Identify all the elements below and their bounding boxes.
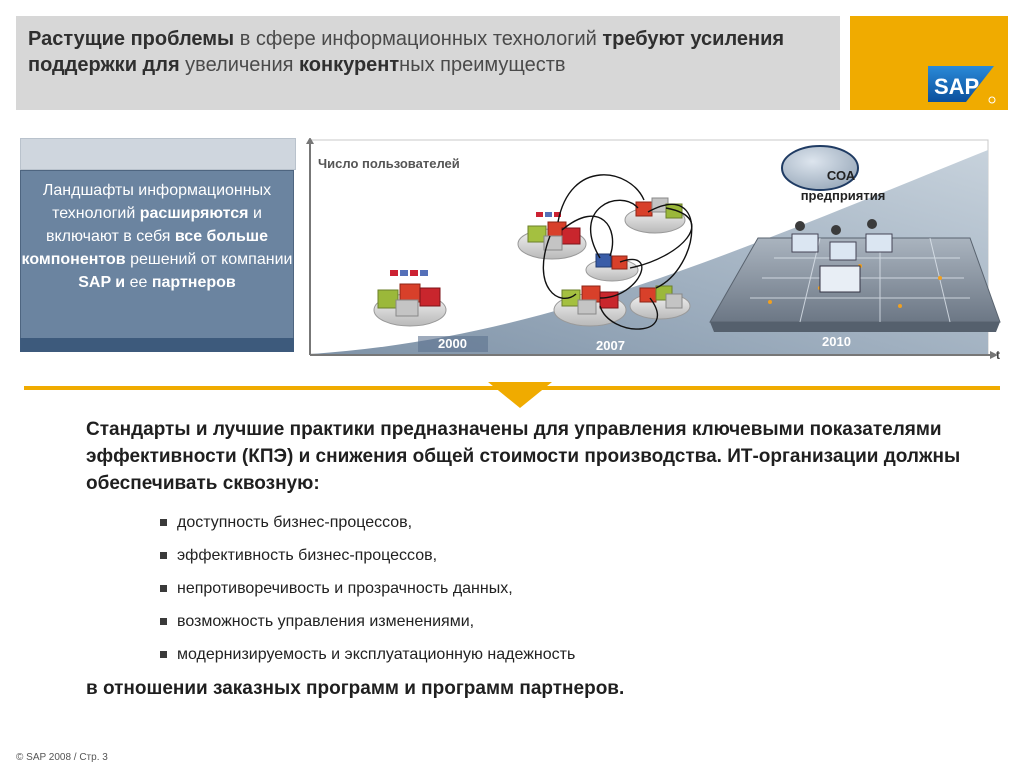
list-item xyxy=(160,638,575,671)
closing-statement: в отношении заказных программ и программ партнеров. xyxy=(86,678,625,699)
footer-copyright: © SAP 2008 / Стр. 3 xyxy=(16,752,108,763)
list-item xyxy=(160,539,575,572)
y-axis-label: Число пользователей xyxy=(318,156,460,171)
bullet-icon xyxy=(160,585,167,592)
list-item-text: непротиворечивость и прозрачность данных, xyxy=(177,579,513,597)
sidebar-part: и включают в себя xyxy=(45,205,262,245)
year-label-2010: 2010 xyxy=(822,334,851,349)
list-item xyxy=(160,506,575,539)
sidebar-part: расширяются xyxy=(139,205,249,222)
title-part: конкурент xyxy=(299,54,400,76)
soa-label xyxy=(788,166,898,206)
it-landscape-growth-diagram xyxy=(300,138,1012,368)
sidebar-part: ее xyxy=(125,274,152,291)
bullet-icon xyxy=(160,519,167,526)
year-label-2000: 2000 xyxy=(438,336,467,351)
sidebar-header xyxy=(20,138,296,170)
title-part: увеличения xyxy=(179,54,300,76)
sidebar-part: Ландшафты информационных технологий xyxy=(42,182,272,222)
title-part: требуют усиления поддержки для xyxy=(28,28,785,76)
intro-paragraph: Стандарты и лучшие практики предназначены для управления ключевыми показателями эффективности (КПЭ) и снижения общей стоимости производства. ИТ-организации должны обеспечивать сквозную: xyxy=(86,419,961,494)
soa-label-line1: СОА xyxy=(826,168,856,183)
list-item-text: эффективность бизнес-процессов, xyxy=(177,546,438,564)
list-item-text: доступность бизнес-процессов, xyxy=(177,513,413,531)
sidebar-statement xyxy=(20,170,294,346)
bullet-icon xyxy=(160,651,167,658)
list-item xyxy=(160,572,575,605)
sidebar-part: все больше компонентов xyxy=(21,228,269,268)
soa-label-line2: предприятия xyxy=(800,188,886,203)
sidebar-part: SAP и xyxy=(78,274,126,291)
sap-logo xyxy=(928,64,998,104)
logo-text: SAP xyxy=(934,74,980,99)
component-cluster-2007-d xyxy=(554,286,626,326)
down-arrow-icon xyxy=(488,382,552,408)
bullet-icon xyxy=(160,552,167,559)
sidebar-part: решений от компании xyxy=(125,251,293,268)
logo-panel xyxy=(850,16,1008,110)
sidebar-part: партнеров xyxy=(151,274,236,291)
list-item-text: возможность управления изменениями, xyxy=(177,612,475,630)
bullet-icon xyxy=(160,618,167,625)
list-item-text: модернизируемость и эксплуатационную надежность xyxy=(177,645,576,663)
title-part: Растущие проблемы xyxy=(28,28,235,50)
title-bar xyxy=(16,16,840,110)
list-item xyxy=(160,605,575,638)
x-axis-label: t xyxy=(996,348,1000,362)
sidebar-footer-bar xyxy=(20,338,294,352)
title-part: в сфере информационных технологий xyxy=(234,28,603,50)
year-label-2007: 2007 xyxy=(596,338,625,353)
slide-title xyxy=(28,26,828,78)
requirements-list xyxy=(160,506,575,671)
title-part: ных преимуществ xyxy=(399,54,566,76)
